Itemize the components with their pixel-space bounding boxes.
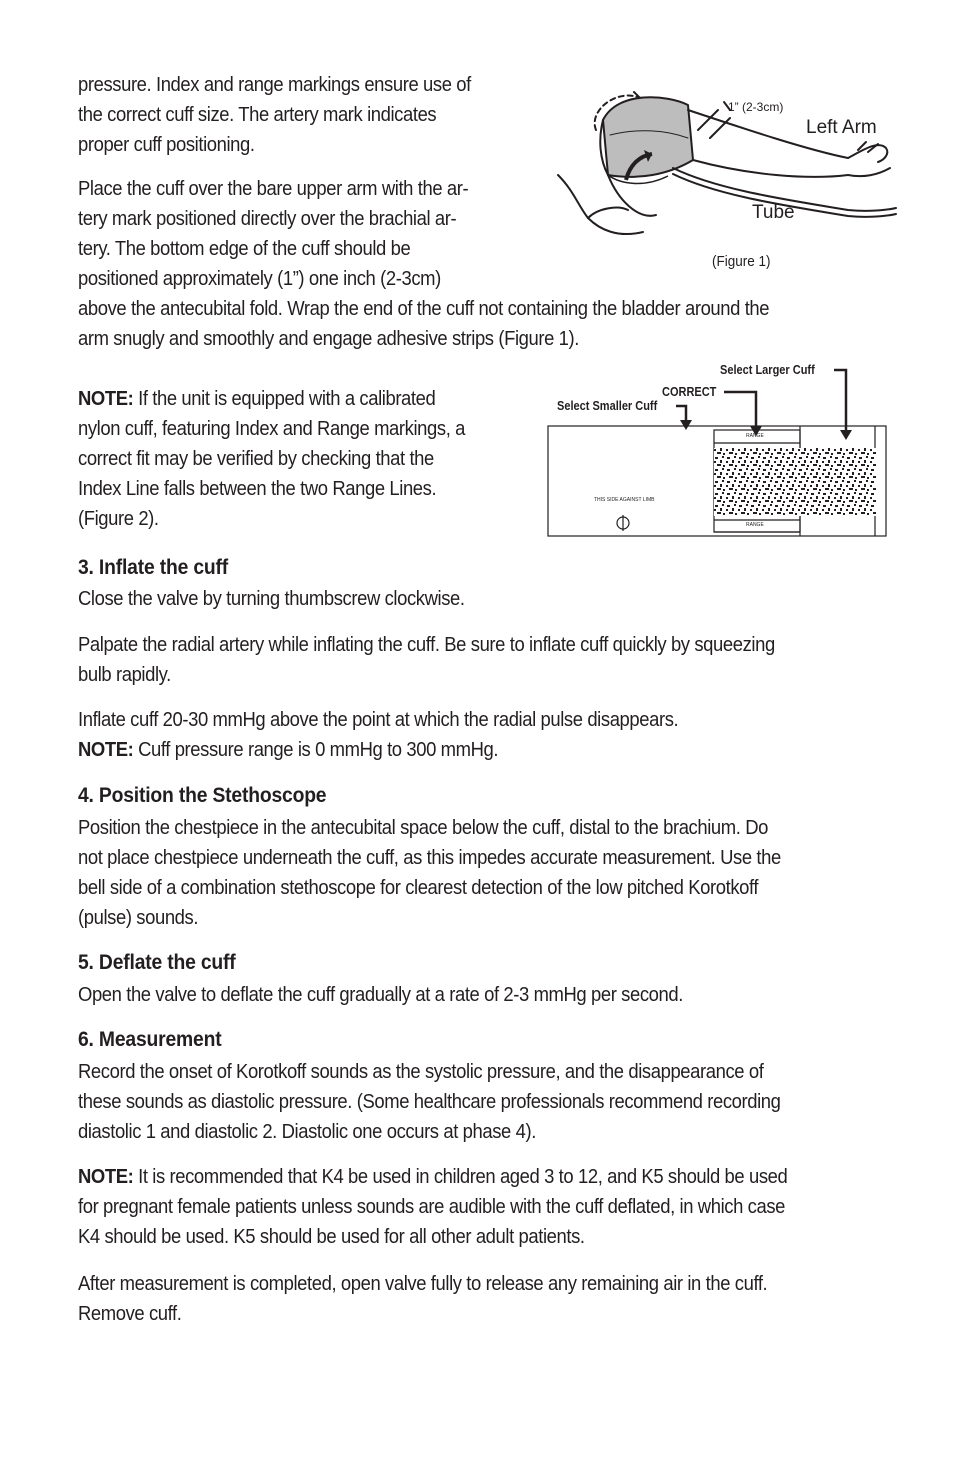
text-line: bulb rapidly. [78,663,171,686]
text-line: Position the chestpiece in the antecubital space below the cuff, distal to the brachium. Do [78,816,768,839]
section-3-p2 [78,630,775,690]
text-line: nylon cuff, featuring Index and Range markings, a [78,417,465,440]
text-line: After measurement is completed, open valve fully to release any remaining air in the cuff. [78,1272,768,1295]
text-line: not place chestpiece underneath the cuff, as this impedes accurate measurement. Use the [78,846,781,869]
text-line: these sounds as diastolic pressure. (Some healthcare professionals recommend recording [78,1090,781,1113]
text-line: the correct cuff size. The artery mark indicates [78,103,437,126]
correct-label: CORRECT [662,385,717,399]
note-label: NOTE: [78,1165,134,1188]
intro-paragraph [78,70,471,160]
note-label: NOTE: [78,387,134,410]
figure-1-caption: (Figure 1) [712,253,771,270]
text-line: K4 should be used. K5 should be used for all other adult patients. [78,1225,585,1248]
section-4-paragraph [78,813,781,933]
note-label: NOTE: [78,738,134,761]
text-line: Close the valve by turning thumbscrew clockwise. [78,587,465,610]
text-line: diastolic 1 and diastolic 2. Diastolic one occurs at phase 4). [78,1120,536,1143]
select-smaller-label: Select Smaller Cuff [557,399,658,413]
figure-1 [548,80,898,280]
text-line: Inflate cuff 20-30 mmHg above the point at which the radial pulse disappears. [78,708,679,731]
section-5-heading: 5. Deflate the cuff [78,951,236,974]
section-6-paragraph [78,1057,781,1147]
section-6-heading: 6. Measurement [78,1028,222,1051]
text-line: tery. The bottom edge of the cuff should be [78,237,411,260]
text-line: Remove cuff. [78,1302,182,1325]
text-line: Palpate the radial artery while inflating the cuff. Be sure to inflate cuff quickly by squeezing [78,633,775,656]
section-3-p1 [78,584,465,614]
range-bottom-label: RANGE [746,522,764,528]
section-4-heading: 4. Position the Stethoscope [78,784,327,807]
select-larger-label: Select Larger Cuff [720,363,815,377]
text-line: Record the onset of Korotkoff sounds as the systolic pressure, and the disappearance of [78,1060,764,1083]
text-line: (Figure 2). [78,507,159,530]
section-6-note [78,1162,787,1252]
text-line: pressure. Index and range markings ensure use of [78,73,471,96]
text-line: bell side of a combination stethoscope for clearest detection of the low pitched Korotkoff [78,876,759,899]
section-5-paragraph [78,980,683,1010]
section-3-heading: 3. Inflate the cuff [78,556,229,579]
text-line: above the antecubital fold. Wrap the end of the cuff not containing the bladder around the [78,297,770,320]
tube-label: Tube [752,202,795,223]
text-line: It is recommended that K4 be used in children aged 3 to 12, and K5 should be used [133,1165,788,1188]
text-line: proper cuff positioning. [78,133,255,156]
cuff-sizing-diagram [546,360,891,540]
figure-2 [546,360,891,540]
section-6-final [78,1269,767,1329]
text-line: positioned approximately (1”) one inch (2-3cm) [78,267,441,290]
note-cuff-paragraph [78,384,465,534]
range-top-label: RANGE [746,433,764,439]
section-3-p3 [78,705,678,765]
text-line: tery mark positioned directly over the brachial ar- [78,207,457,230]
text-line: If the unit is equipped with a calibrated [133,387,436,410]
left-arm-label: Left Arm [806,117,877,138]
text-line: Place the cuff over the bare upper arm with the ar- [78,177,469,200]
text-line: arm snugly and smoothly and engage adhesive strips (Figure 1). [78,327,580,350]
arm-cuff-illustration [548,80,898,280]
text-line: Cuff pressure range is 0 mmHg to 300 mmHg. [133,738,499,761]
text-line: Open the valve to deflate the cuff gradually at a rate of 2-3 mmHg per second. [78,983,683,1006]
limb-side-label: THIS SIDE AGAINST LIMB [594,497,655,503]
text-line: Index Line falls between the two Range Lines. [78,477,437,500]
text-line: for pregnant female patients unless sounds are audible with the cuff deflated, in which case [78,1195,786,1218]
text-line: (pulse) sounds. [78,906,199,929]
measure-label: 1” (2-3cm) [728,100,784,114]
text-line: correct fit may be verified by checking that the [78,447,434,470]
